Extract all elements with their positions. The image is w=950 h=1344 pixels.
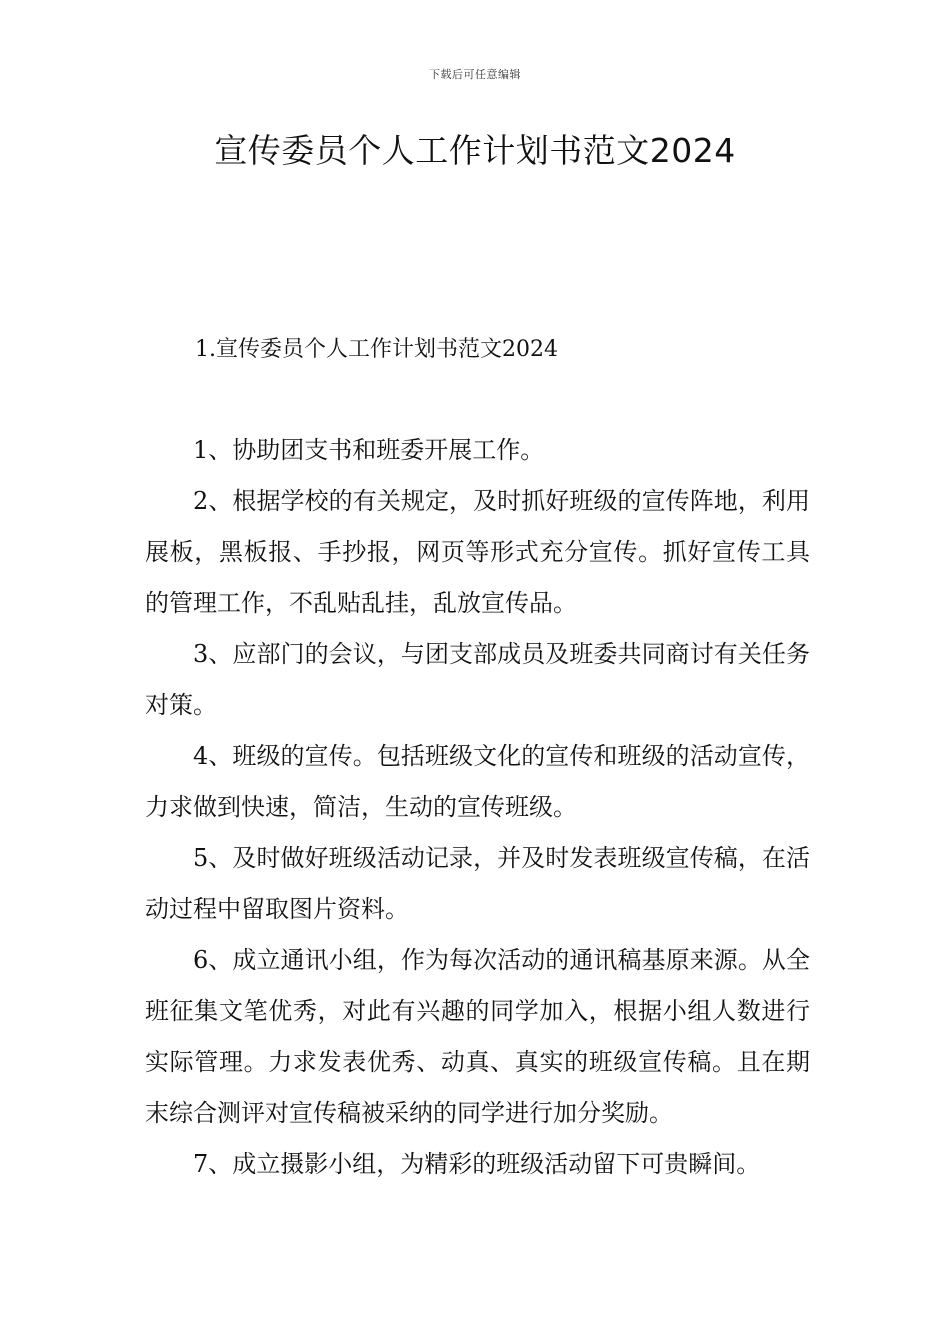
page-title: 宣传委员个人工作计划书范文2024: [214, 131, 736, 170]
paragraph: 4、班级的宣传。包括班级文化的宣传和班级的活动宣传，力求做到快速，简洁，生动的宣传班级。: [145, 742, 810, 821]
body-text: [145, 425, 810, 1190]
paragraph: 3、应部门的会议，与团支部成员及班委共同商讨有关任务对策。: [145, 640, 810, 719]
paragraph: 7、成立摄影小组，为精彩的班级活动留下可贵瞬间。: [193, 1150, 761, 1178]
paragraph: 2、根据学校的有关规定，及时抓好班级的宣传阵地，利用展板，黑板报、手抄报，网页等形式充分宣传。抓好宣传工具的管理工作，不乱贴乱挂，乱放宣传品。: [145, 487, 810, 617]
section-heading: 1.宣传委员个人工作计划书范文2024: [195, 337, 558, 362]
paragraph: 6、成立通讯小组，作为每次活动的通讯稿基原来源。从全班征集文笔优秀，对此有兴趣的同学加入，根据小组人数进行实际管理。力求发表优秀、动真、真实的班级宣传稿。且在期末综合测评对宣传稿被采纳的同学进行加分奖励。: [145, 946, 810, 1127]
paragraph: 1、协助团支书和班委开展工作。: [193, 436, 545, 464]
paragraph: 5、及时做好班级活动记录，并及时发表班级宣传稿，在活动过程中留取图片资料。: [145, 844, 810, 923]
header-note: 下载后可任意编辑: [429, 68, 521, 81]
